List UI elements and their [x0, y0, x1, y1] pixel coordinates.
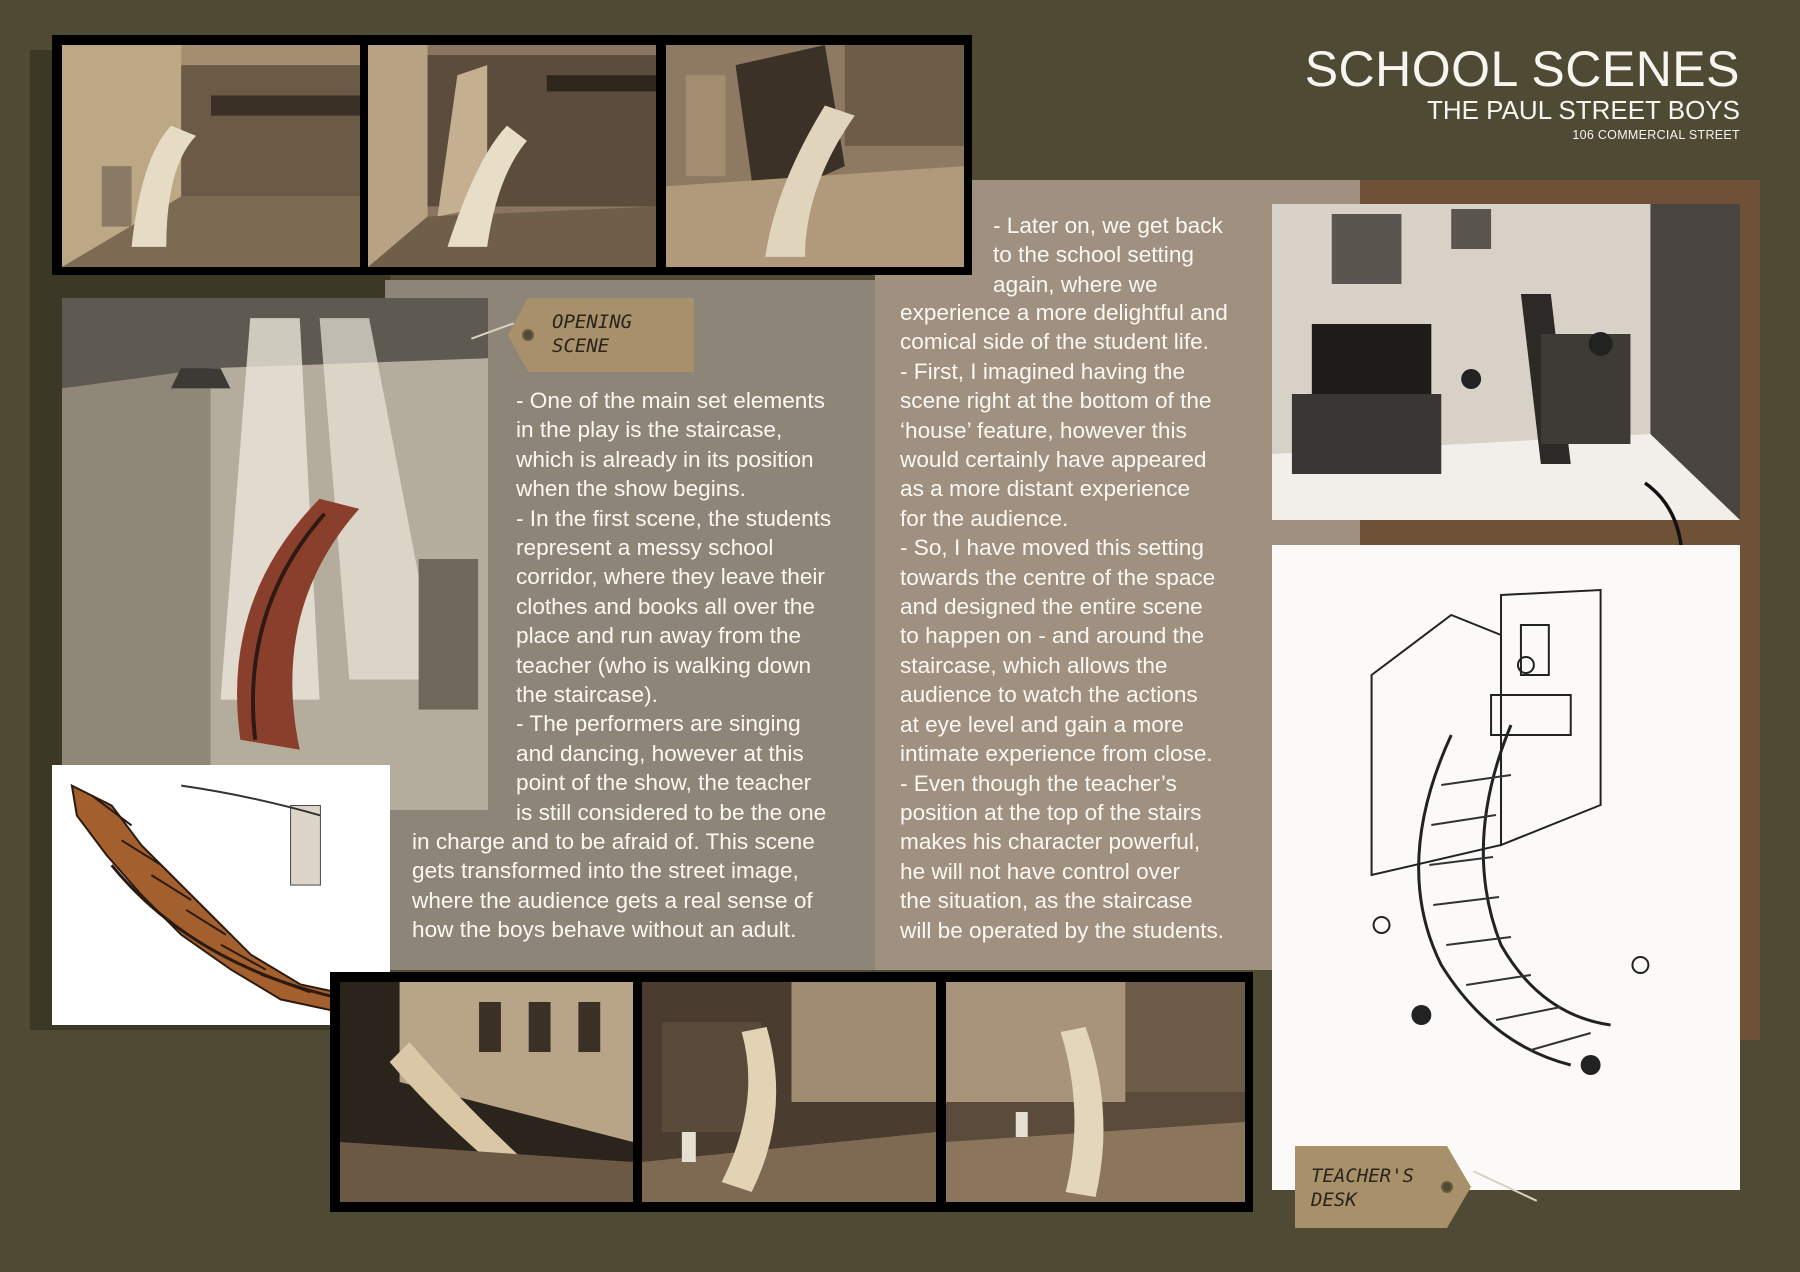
- page-title: SCHOOL SCENES: [1304, 41, 1740, 97]
- teachers-desk-tag-label: TEACHER'S DESK: [1311, 1165, 1414, 1211]
- teacher-desk-staircase-sketch: [1272, 545, 1740, 1190]
- page-address: 106 COMMERCIAL STREET: [1572, 128, 1740, 142]
- teachers-desk-tag: [1295, 1146, 1471, 1228]
- model-photo-3: [666, 45, 964, 267]
- page-subtitle: THE PAUL STREET BOYS: [1426, 95, 1740, 125]
- model-photo-4: [340, 982, 633, 1202]
- opening-description-continued: in charge and to be afraid of. This scene gets transformed into the street image, where the audience gets a real sense of how the boys behave without an adult.: [412, 829, 815, 943]
- school-description: experience a more delightful and comical side of the student life. - First, I imagined having the scene right at the bottom of the ‘house’ feature, however this would certainly have appeared as a more distant experience for the audience. - So, I have moved this setting towards the centre of the space and designed the entire scene to happen on - and around the staircase, which allows the audience to watch the actions at eye level and gain a more intimate experience from close. - Even though the teacher’s position at the top of the stairs makes his character powerful, he will not have control over the situation, as the staircase will be operated by the students.: [900, 300, 1228, 943]
- model-photo-5: [642, 982, 936, 1202]
- model-photo-6: [946, 982, 1245, 1202]
- school-description-intro: - Later on, we get back to the school setting again, where we: [993, 213, 1223, 297]
- opening-scene-tag-label: OPENING SCENE: [552, 311, 633, 357]
- school-interior-sketch: [1272, 204, 1740, 520]
- opening-description: - One of the main set elements in the play is the staircase, which is already in its position when the show begins. - In the first scene, the students represent a messy school corridor, where they leave their clothes and books all over the place and run away from the teacher (who is walking down the staircase). - The performers are singing and dancing, however at this point of the show, the teacher is still considered to be the one: [516, 388, 832, 825]
- model-photo-2: [368, 45, 656, 267]
- opening-scene-tag: [508, 298, 694, 372]
- opening-scene-sketch: [62, 298, 488, 810]
- model-photo-1: [62, 45, 360, 267]
